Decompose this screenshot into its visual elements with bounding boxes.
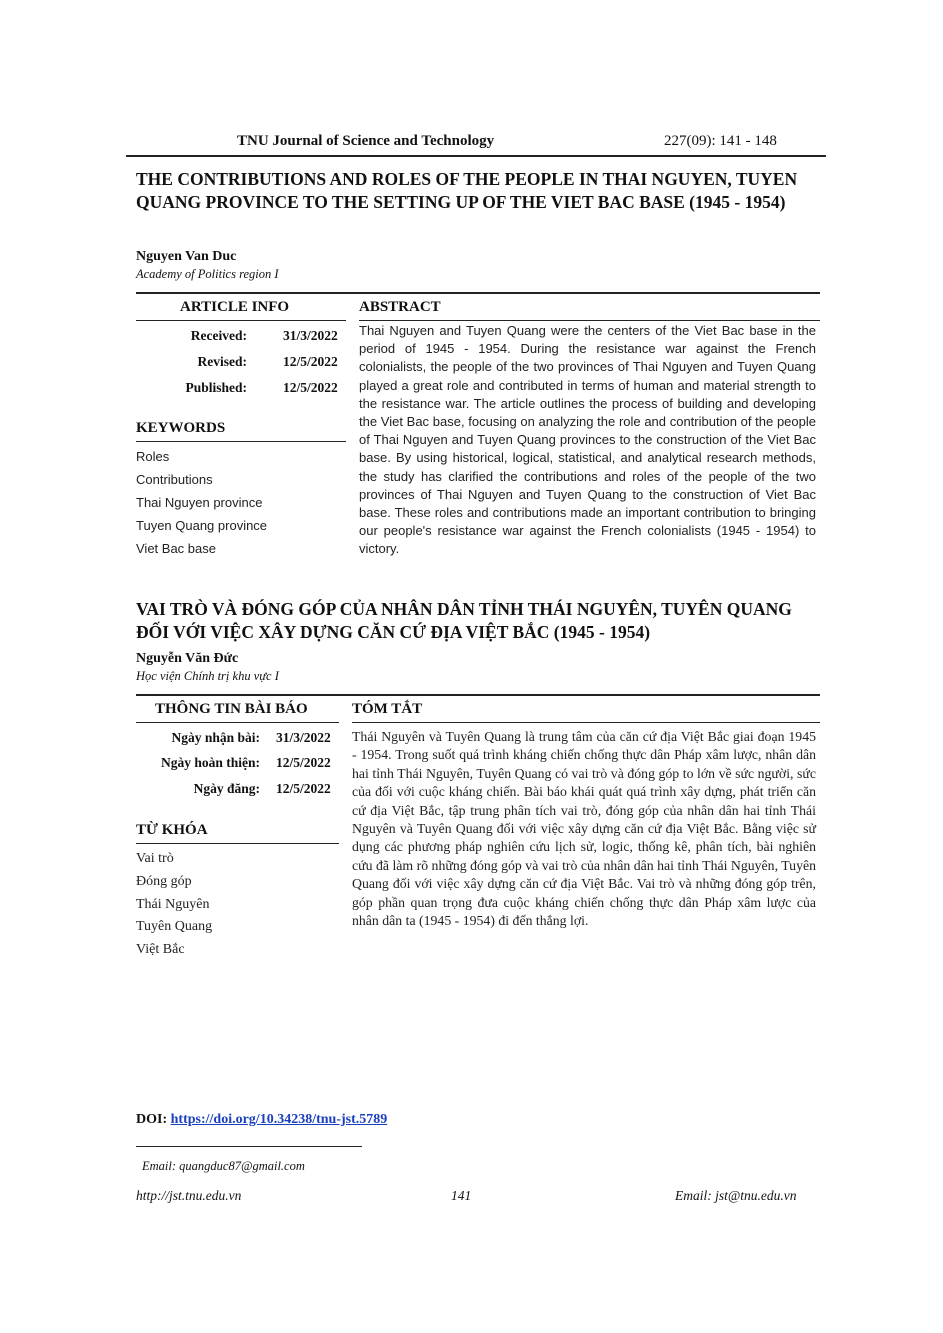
footer-email[interactable]: Email: jst@tnu.edu.vn <box>675 1188 797 1203</box>
doi-link[interactable]: https://doi.org/10.34238/tnu-jst.5789 <box>170 1112 388 1127</box>
keyword-item: Tuyên Quang <box>136 919 213 934</box>
info-value: 12/5/2022 <box>283 380 338 395</box>
english-abstract-text: Thai Nguyen and Tuyen Quang were the centers of the Viet Bac base in the period of 1945 - 1954. During the resistance war against the French colonialists, the people of the two provinces of Thai Nguyen and Tuyen Quang played a great role and contributed in terms of human and material strength to the resistance war. The article outlines the process of building and developing the Viet Bac base, focusing on analyzing the role and contribution of the people of Thai Nguyen and Tuyen Quang provinces to the construction of the Viet Bac base. By using historical, logical, statistical, and analytical research methods, the study has clarified the contributions and roles of the people of the two provinces of Thai Nguyen and Tuyen Quang to the construction of Viet Bac base. These roles and contributions made an important contribution to bringing our people's resistance war against the French colonialists (1945 - 1954) to victory. <box>359 323 816 557</box>
english-keywords-rule <box>136 441 346 442</box>
vietnamese-affiliation: Học viện Chính trị khu vực I <box>136 669 279 683</box>
vietnamese-article-info-heading: THÔNG TIN BÀI BÁO <box>155 701 308 717</box>
author-email: Email: quangduc87@gmail.com <box>142 1159 305 1173</box>
english-article-info-heading: ARTICLE INFO <box>180 299 290 315</box>
info-label: Ngày đăng: <box>193 781 260 796</box>
info-label: Ngày hoàn thiện: <box>160 755 260 770</box>
english-title: THE CONTRIBUTIONS AND ROLES OF THE PEOPLE IN THAI NGUYEN, TUYEN QUANG PROVINCE TO THE SETTING UP OF THE VIET BAC BASE (1945 - 1954) <box>136 169 798 212</box>
doi-line <box>136 1112 387 1128</box>
vietnamese-keywords-rule <box>136 843 339 844</box>
keyword-item: Thai Nguyen province <box>136 495 263 510</box>
footer-page-number: 141 <box>451 1188 472 1203</box>
issue-pages: 227(09): 141 - 148 <box>664 133 777 149</box>
info-value: 31/3/2022 <box>276 730 331 745</box>
info-value: 12/5/2022 <box>283 354 338 369</box>
info-label: Ngày nhận bài: <box>171 730 260 745</box>
english-info-top-rule <box>136 292 820 294</box>
keyword-item: Viet Bac base <box>136 541 216 556</box>
vietnamese-abstract-text: Thái Nguyên và Tuyên Quang là trung tâm của căn cứ địa Việt Bắc giai đoạn 1945 - 1954. Trong suốt quá trình kháng chiến chống thực dân Pháp xâm lược, nhân dân hai tỉnh Thái Nguyên, Tuyên Quang có vai trò và đóng góp to lớn về sức người, sức của đối với cuộc kháng chiến. Bài báo khái quát quá trình xây dựng, phát triển căn cứ địa Việt Bắc, tập trung phân tích vai trò, đóng góp của nhân dân hai tỉnh Thái Nguyên và Tuyên Quang đối với việc xây dựng căn cứ địa Việt Bắc. Bằng việc sử dụng các phương pháp nghiên cứu lịch sử, logic, thống kê, phân tích, bài nghiên cứu đã làm rõ những đóng góp và vai trò của nhân dân hai tỉnh Thái Nguyên, Tuyên Quang đối với việc xây dựng căn cứ địa Việt Bắc. Vai trò và những đóng góp trên, góp phần quan trọng đưa cuộc kháng chiến chống thực dân Pháp xâm lược của nhân dân ta (1945 - 1954) đi đến thắng lợi. <box>352 729 816 929</box>
vietnamese-info-top-rule <box>136 694 820 696</box>
vietnamese-keywords-heading: TỪ KHÓA <box>136 822 208 838</box>
keyword-item: Contributions <box>136 472 213 487</box>
info-label: Revised: <box>197 354 247 369</box>
info-label: Received: <box>190 328 247 343</box>
vietnamese-title: VAI TRÒ VÀ ĐÓNG GÓP CỦA NHÂN DÂN TỈNH THÁI NGUYÊN, TUYÊN QUANG ĐỐI VỚI VIỆC XÂY DỰNG CĂN CỨ ĐỊA VIỆT BẮC (1945 - 1954) <box>136 599 792 642</box>
vietnamese-abstract-rule <box>352 722 820 723</box>
keyword-item: Đóng góp <box>136 874 192 889</box>
doi-label: DOI: <box>136 1112 168 1127</box>
info-label: Published: <box>185 380 247 395</box>
vietnamese-author: Nguyễn Văn Đức <box>136 651 239 666</box>
info-value: 12/5/2022 <box>276 781 331 796</box>
journal-name: TNU Journal of Science and Technology <box>237 133 495 149</box>
info-value: 12/5/2022 <box>276 755 331 770</box>
english-abstract-rule <box>359 320 820 321</box>
header-rule <box>126 155 826 157</box>
info-value: 31/3/2022 <box>283 328 338 343</box>
english-info-left-rule <box>136 320 346 321</box>
vietnamese-info-left-rule <box>136 722 339 723</box>
keyword-item: Việt Bắc <box>136 942 185 957</box>
english-keywords-heading: KEYWORDS <box>136 420 226 436</box>
keyword-item: Roles <box>136 449 170 464</box>
english-author: Nguyen Van Duc <box>136 249 237 264</box>
english-abstract-heading: ABSTRACT <box>359 299 441 315</box>
keyword-item: Tuyen Quang province <box>136 518 268 533</box>
keyword-item: Thái Nguyên <box>136 897 210 912</box>
footer-website[interactable]: http://jst.tnu.edu.vn <box>136 1188 242 1203</box>
vietnamese-abstract-heading: TÓM TẮT <box>352 701 423 717</box>
english-affiliation: Academy of Politics region I <box>136 267 279 281</box>
footnote-rule <box>136 1146 362 1147</box>
keyword-item: Vai trò <box>136 851 174 866</box>
